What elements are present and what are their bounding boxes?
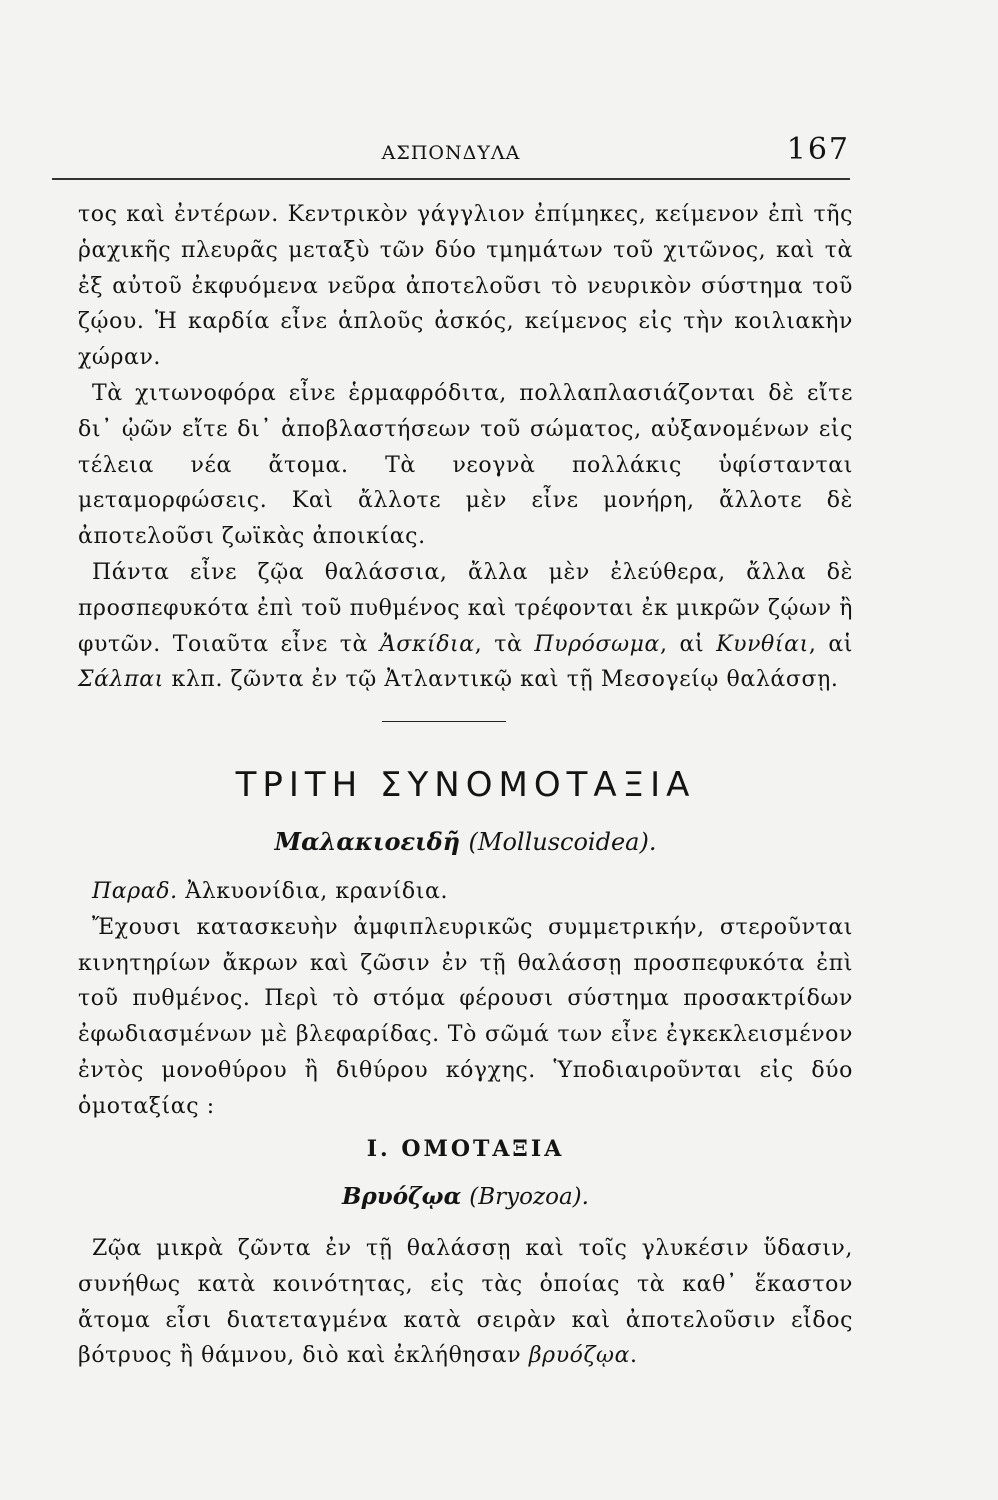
habitat-text-end: κλπ. ζῶντα ἐν τῷ Ἀτλαντικῷ καὶ τῇ Μεσογείῳ θαλάσσῃ.	[163, 667, 839, 693]
header-rule	[52, 178, 850, 180]
page-header	[52, 132, 850, 172]
paragraph-continued: τος καὶ ἐντέρων. Κεντρικὸν γάγγλιον ἐπίμηκες, κείμενον ἐπὶ τῆς ῥαχικῆς πλευρᾶς μεταξὺ τῶν δύο τμημάτων τοῦ χιτῶνος, καὶ τὰ ἐξ αὐτοῦ ἐκφυόμενα νεῦρα ἀποτελοῦσι τὸ νευρικὸν σύστημα τοῦ ζῴου. Ἡ καρδία εἶνε ἁπλοῦς ἀσκός, κείμενος εἰς τὴν κοιλιακὴν χώραν.	[78, 202, 853, 371]
subsection-subtitle-greek: Βρυόζῳα	[342, 1183, 462, 1210]
section-title: ΤΡΙΤΗ ΣΥΝΟΜΟΤΑΞΙΑ	[235, 765, 696, 805]
continued-text	[78, 197, 853, 698]
paradigm-label: Παραδ.	[92, 879, 178, 904]
term-pyrosoma: Πυρόσωμα	[534, 631, 661, 657]
separator: , τὰ	[474, 631, 535, 657]
section-subtitle	[78, 822, 853, 862]
paradigm-line	[78, 874, 853, 910]
term-salpai: Σάλπαι	[78, 667, 164, 693]
habitat-text-start: Πάντα εἶνε ζῷα θαλάσσια, ἄλλα μὲν ἐλεύθερα, ἄλλα δὲ προσπεφυκότα ἐπὶ τοῦ πυθμένος καὶ τρέφονται ἐκ μικρῶν ζῴων ἢ φυτῶν. Τοιαῦτα εἶνε τὰ	[78, 559, 853, 657]
subsection-text	[78, 1231, 853, 1374]
section-subtitle-latin: (Molluscoidea).	[468, 828, 657, 856]
separator: , αἱ	[660, 631, 717, 657]
term-bryozoa: βρυόζῳα	[528, 1343, 631, 1369]
paradigm-text: Ἀλκυονίδια, κρανίδια.	[177, 879, 449, 904]
paragraph-bryozoa	[78, 1231, 853, 1374]
section-subtitle-greek: Μαλακιοειδῆ	[274, 827, 461, 856]
subsection-subtitle	[78, 1177, 853, 1217]
subsection-title: Ι. ΟΜΟΤΑΞΙΑ	[366, 1136, 565, 1162]
term-ascidia: Ἀσκίδια	[379, 631, 475, 657]
section-text	[78, 874, 853, 1125]
paragraph-habitat	[78, 555, 853, 698]
page-number: 167	[786, 132, 850, 167]
bryozoa-text-end: .	[630, 1343, 638, 1369]
separator: , αἱ	[808, 631, 853, 657]
running-head: ΑΣΠΟΝΔΥΛΑ	[381, 142, 521, 164]
bryozoa-text: Ζῷα μικρὰ ζῶντα ἐν τῇ θαλάσσῃ καὶ τοῖς γλυκέσιν ὕδασιν, συνήθως κατὰ κοινότητας, εἰς τὰς ὁποίας τὰ καθ᾿ ἕκαστον ἄτομα εἶσι διατεταγμένα κατὰ σειρὰν καὶ ἀποτελοῦσιν εἶδος βότρυος ἢ θάμνου, διὸ καὶ ἐκλήθησαν	[78, 1236, 853, 1369]
paragraph-structure: Ἔχουσι κατασκευὴν ἀμφιπλευρικῶς συμμετρικήν, στεροῦνται κινητηρίων ἄκρων καὶ ζῶσιν ἐν τῇ θαλάσσῃ προσπεφυκότα ἐπὶ τοῦ πυθμένος. Περὶ τὸ στόμα φέρουσι σύστημα προσακτρίδων ἐφωδιασμένων μὲ βλεφαρίδας. Τὸ σῶμά των εἶνε ἐγκεκλεισμένον ἐντὸς μονοθύρου ἢ διθύρου κόγχης. Ὑποδιαιροῦνται εἰς δύο ὁμοταξίας :	[78, 914, 853, 1119]
subsection-subtitle-latin: (Bryozoa).	[469, 1184, 589, 1210]
section-divider	[382, 721, 506, 722]
paragraph-reproduction: Τὰ χιτωνοφόρα εἶνε ἑρμαφρόδιτα, πολλαπλασιάζονται δὲ εἴτε δι᾿ ᾠῶν εἴτε δι᾿ ἀποβλαστήσεων τοῦ σώματος, αὐξανομένων εἰς τέλεια νέα ἄτομα. Τὰ νεογνὰ πολλάκις ὑφίστανται μεταμορφώσεις. Καὶ ἄλλοτε μὲν εἶνε μονήρη, ἄλλοτε δὲ ἀποτελοῦσι ζωϊκὰς ἀποικίας.	[78, 380, 853, 550]
term-kynthiai: Κυνθίαι	[716, 631, 809, 657]
